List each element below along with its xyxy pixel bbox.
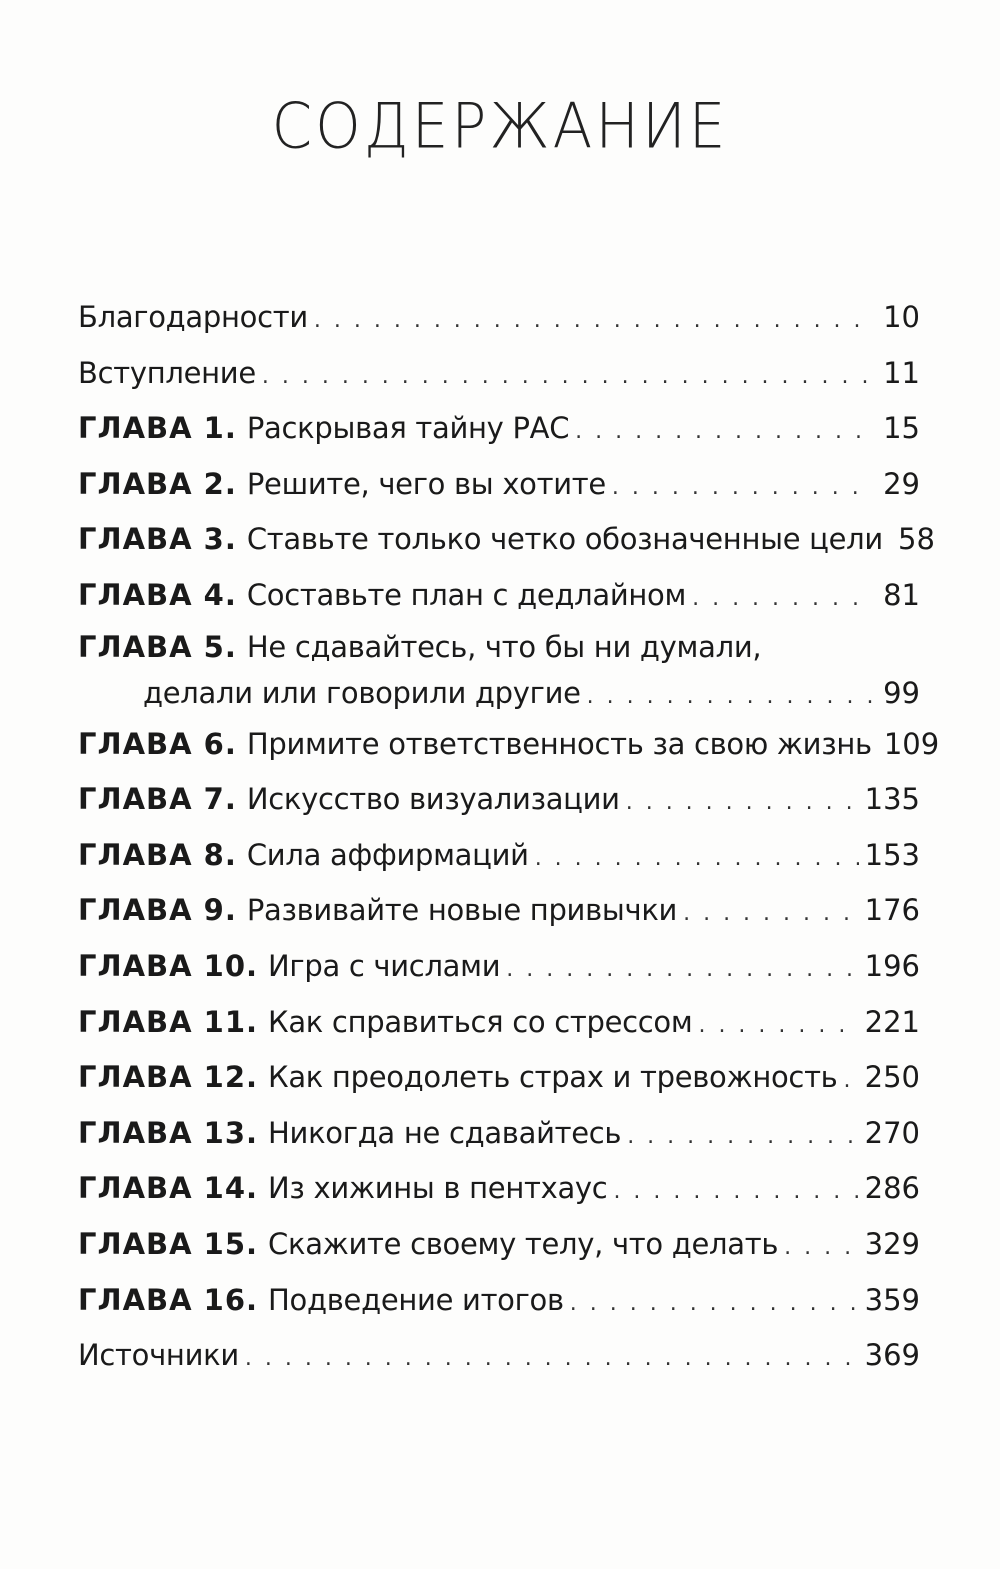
toc-page-number: 369 [864,1338,920,1373]
toc-entry [78,717,940,773]
toc-entry [78,772,920,828]
toc-entry [78,512,935,568]
toc-entry-title: Как справиться со стрессом [268,1004,693,1039]
toc-page-number: 10 [883,300,920,334]
toc-entry-title: Развивайте новые привычки [246,893,678,928]
toc-entry [78,1106,920,1162]
chapter-number: ГЛАВА 4. [78,577,237,612]
toc-entry [78,939,920,995]
toc-page-number: 11 [883,355,920,390]
dot-leader [626,775,859,831]
chapter-number: ГЛАВА 14. [78,1171,259,1206]
toc-entry [78,346,920,402]
toc-page-number: 176 [864,893,920,928]
toc-entry-title: Вступление [78,355,256,390]
toc-entry [78,624,920,717]
dot-leader [784,1220,859,1276]
toc-entry [78,290,920,346]
toc-page-number: 329 [864,1226,920,1261]
dot-leader [612,460,874,516]
dot-leader [535,831,859,887]
chapter-number: ГЛАВА 9. [78,893,237,928]
toc-page-number: 286 [864,1171,920,1206]
toc-entry-title: Благодарности [78,300,308,334]
toc-entry [78,883,920,939]
toc-page-number: 58 [898,522,935,557]
dot-leader [314,293,874,349]
toc-entry [78,1217,920,1273]
dot-leader [698,998,858,1054]
toc-entry-title: Источники [78,1338,239,1373]
table-of-contents [78,290,940,1384]
toc-entry [78,568,920,624]
chapter-number: ГЛАВА 6. [78,726,237,761]
dot-leader [575,404,874,460]
toc-entry-title: Примите ответственность за свою жизнь [246,726,872,761]
dot-leader [683,886,859,942]
dot-leader [506,942,858,998]
chapter-number: ГЛАВА 7. [78,782,237,817]
chapter-number: ГЛАВА 12. [78,1060,259,1095]
toc-entry-title: Подведение итогов [268,1282,564,1317]
toc-entry-title-continued: делали или говорили другие [143,675,581,710]
chapter-number: ГЛАВА 16. [78,1282,259,1317]
chapter-number: ГЛАВА 3. [78,522,237,557]
toc-entry-title: Как преодолеть страх и тревожность [268,1060,838,1095]
toc-entry [78,995,920,1051]
toc-entry-title: Никогда не сдавайтесь [268,1115,622,1150]
chapter-number: ГЛАВА 13. [78,1115,259,1150]
toc-entry [78,1328,920,1384]
toc-entry [78,828,920,884]
dot-leader [613,1164,858,1220]
dot-leader [843,1053,858,1109]
toc-page-number: 250 [864,1060,920,1095]
toc-entry-title: Игра с числами [268,948,501,983]
toc-page-number: 109 [883,726,940,761]
toc-entry [78,401,920,457]
toc-entry-title: Сила аффирмаций [246,837,529,872]
dot-leader [570,1276,859,1332]
dot-leader [245,1331,859,1387]
toc-page-number: 99 [883,675,920,710]
toc-entry-title: Решите, чего вы хотите [246,466,606,501]
chapter-number: ГЛАВА 2. [78,466,237,501]
toc-page-number: 135 [864,782,920,817]
chapter-number: ГЛАВА 5. [78,629,237,664]
toc-page-number: 359 [864,1282,920,1317]
toc-entry-title: Не сдавайтесь, что бы ни думали, [246,629,762,664]
toc-entry-title: Скажите своему телу, что делать [268,1226,779,1261]
chapter-number: ГЛАВА 1. [78,411,237,446]
chapter-number: ГЛАВА 15. [78,1226,259,1261]
toc-entry-title: Искусство визуализации [246,782,620,817]
toc-entry [78,457,920,513]
dot-leader [692,571,874,627]
toc-page-number: 15 [883,411,920,446]
chapter-number: ГЛАВА 11. [78,1004,259,1039]
chapter-number: ГЛАВА 10. [78,948,259,983]
toc-page-number: 270 [864,1115,920,1150]
dot-leader [627,1109,858,1165]
chapter-number: ГЛАВА 8. [78,837,237,872]
toc-page-number: 221 [864,1004,920,1039]
toc-entry [78,1161,920,1217]
toc-entry-title: Раскрывая тайну РАС [246,411,570,446]
toc-entry-title: Ставьте только четко обозначенные цели [246,522,883,557]
toc-entry-title: Составьте план с дедлайном [246,577,687,612]
dot-leader [587,674,874,720]
toc-page-number: 196 [864,948,920,983]
toc-page-number: 81 [883,577,920,612]
toc-entry-title: Из хижины в пентхаус [268,1171,608,1206]
toc-page-number: 153 [864,837,920,872]
toc-entry [78,1050,920,1106]
page-title: СОДЕРЖАНИЕ [271,89,729,163]
toc-entry [78,1273,920,1329]
toc-page-number: 29 [883,466,920,501]
dot-leader [262,349,874,405]
